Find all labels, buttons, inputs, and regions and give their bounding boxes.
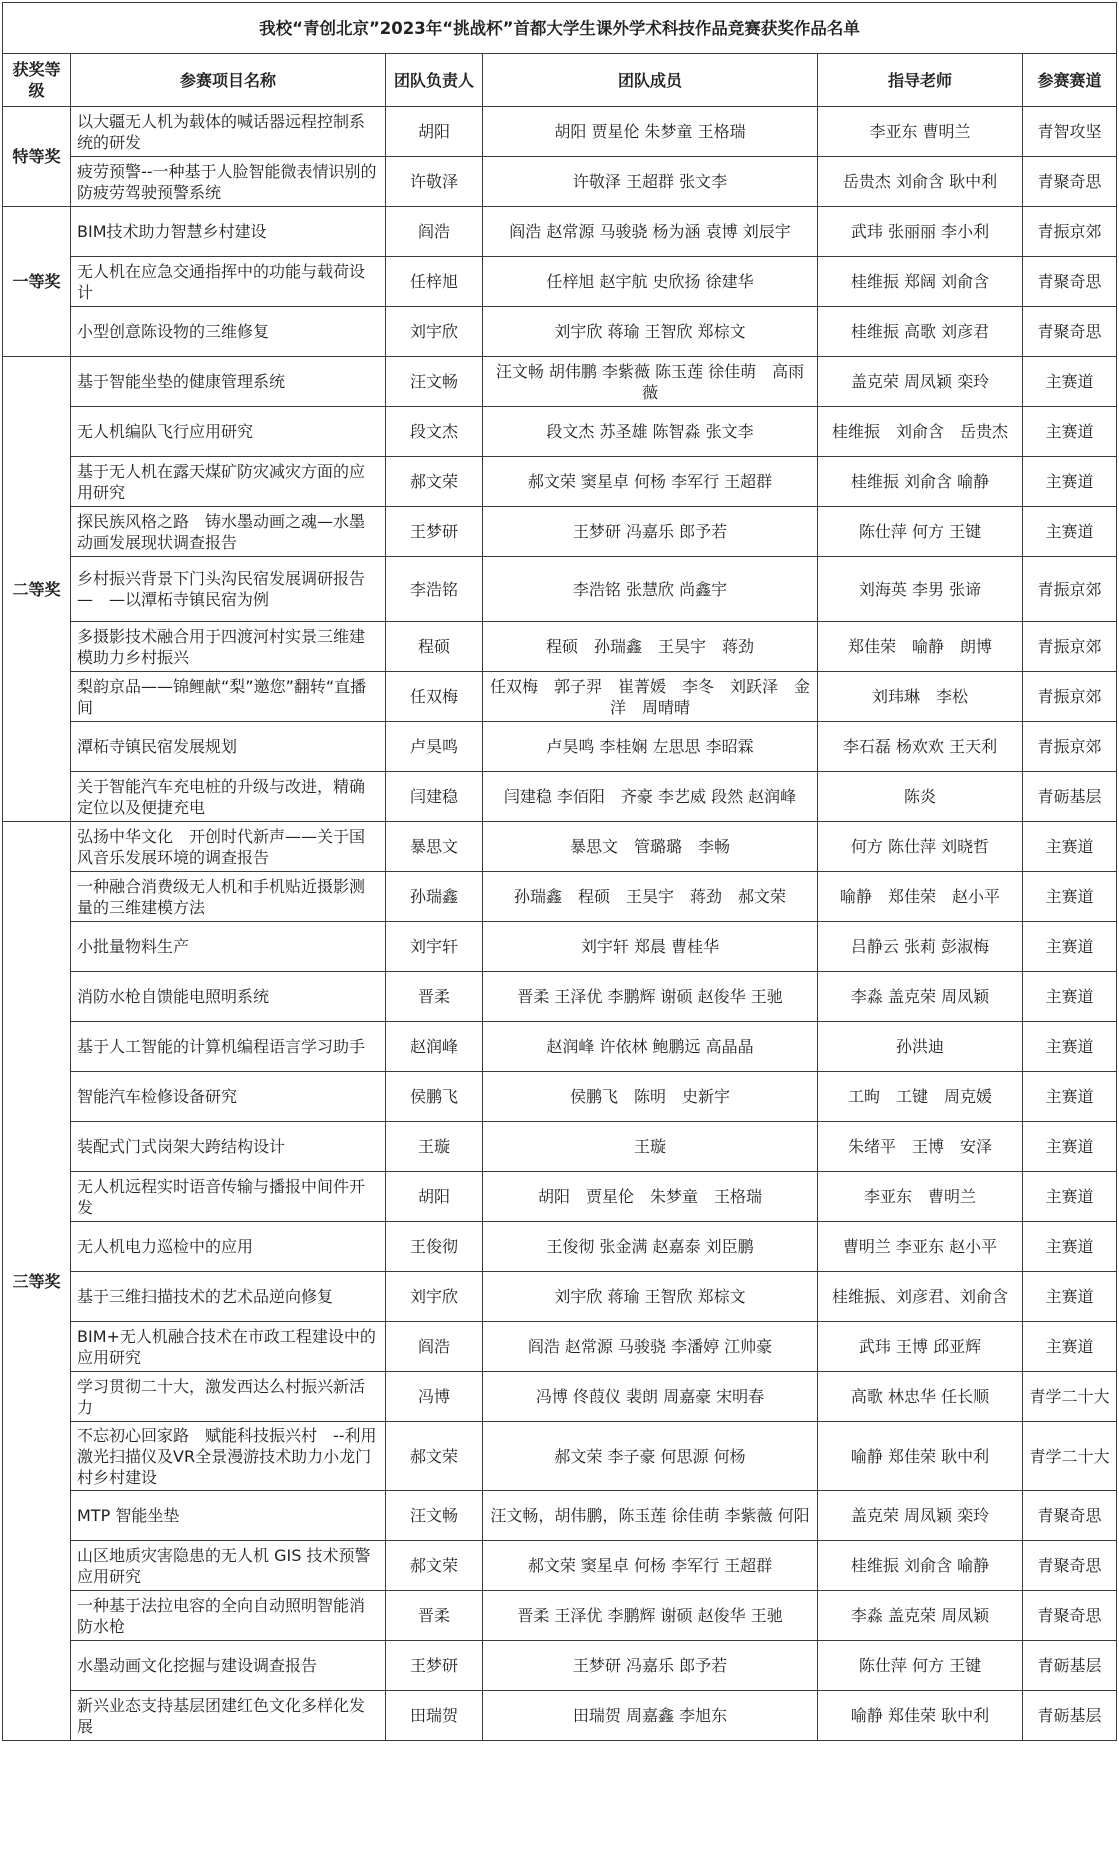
table-row [3, 972, 1117, 1022]
team-members-cell: 郝文荣 窦星卓 何杨 李军行 王超群 [483, 1541, 818, 1591]
track-cell: 青砺基层 [1023, 1641, 1117, 1691]
advisors-cell: 朱绪平 王博 安泽 [818, 1122, 1023, 1172]
project-name-cell: 新兴业态支持基层团建红色文化多样化发展 [71, 1691, 386, 1741]
advisors-cell: 喻静 郑佳荣 赵小平 [818, 872, 1023, 922]
team-members-cell: 王梦研 冯嘉乐 郎予若 [483, 1641, 818, 1691]
team-members-cell: 李浩铭 张慧欣 尚鑫宇 [483, 557, 818, 622]
advisors-cell: 李淼 盖克荣 周凤颖 [818, 1591, 1023, 1641]
table-row [3, 357, 1117, 407]
track-cell: 主赛道 [1023, 922, 1117, 972]
table-row [3, 1541, 1117, 1591]
table-row [3, 557, 1117, 622]
team-leader-cell: 段文杰 [386, 407, 483, 457]
team-members-cell: 冯博 佟葭仪 裴朗 周嘉豪 宋明春 [483, 1372, 818, 1422]
project-name-cell: 无人机电力巡检中的应用 [71, 1222, 386, 1272]
team-members-cell: 王梦研 冯嘉乐 郎予若 [483, 507, 818, 557]
project-name-cell: 弘扬中华文化 开创时代新声——关于国风音乐发展环境的调查报告 [71, 822, 386, 872]
team-members-cell: 王璇 [483, 1122, 818, 1172]
track-cell: 青振京郊 [1023, 672, 1117, 722]
team-members-cell: 郝文荣 窦星卓 何杨 李军行 王超群 [483, 457, 818, 507]
team-leader-cell: 任梓旭 [386, 257, 483, 307]
team-members-cell: 卢昊鸣 李桂娴 左思思 李昭霖 [483, 722, 818, 772]
track-cell: 青聚奇思 [1023, 257, 1117, 307]
project-name-cell: 学习贯彻二十大，激发西达么村振兴新活力 [71, 1372, 386, 1422]
table-row [3, 1072, 1117, 1122]
table-row [3, 207, 1117, 257]
team-members-cell: 晋柔 王泽优 李鹏辉 谢硕 赵俊华 王驰 [483, 1591, 818, 1641]
project-name-cell: 疲劳预警--一种基于人脸智能微表情识别的防疲劳驾驶预警系统 [71, 157, 386, 207]
track-cell: 主赛道 [1023, 872, 1117, 922]
team-leader-cell: 暴思文 [386, 822, 483, 872]
table-row [3, 822, 1117, 872]
track-cell: 青智攻坚 [1023, 107, 1117, 157]
track-cell: 青聚奇思 [1023, 1591, 1117, 1641]
team-members-cell: 刘宇轩 郑晨 曹桂华 [483, 922, 818, 972]
track-cell: 主赛道 [1023, 1172, 1117, 1222]
team-leader-cell: 胡阳 [386, 107, 483, 157]
team-members-cell: 任梓旭 赵宇航 史欣扬 徐建华 [483, 257, 818, 307]
project-name-cell: 无人机远程实时语音传输与播报中间件开发 [71, 1172, 386, 1222]
project-name-cell: BIM技术助力智慧乡村建设 [71, 207, 386, 257]
header-project-name: 参赛项目名称 [71, 54, 386, 107]
table-title: 我校“青创北京”2023年“挑战杯”首都大学生课外学术科技作品竞赛获奖作品名单 [3, 3, 1117, 54]
award-level-cell: 三等奖 [3, 822, 71, 1741]
project-name-cell: 智能汽车检修设备研究 [71, 1072, 386, 1122]
advisors-cell: 郑佳荣 喻静 朗博 [818, 622, 1023, 672]
team-members-cell: 汪文畅，胡伟鹏，陈玉莲 徐佳萌 李紫薇 何阳 [483, 1491, 818, 1541]
award-level-cell: 二等奖 [3, 357, 71, 822]
team-members-cell: 晋柔 王泽优 李鹏辉 谢硕 赵俊华 王驰 [483, 972, 818, 1022]
team-leader-cell: 许敬泽 [386, 157, 483, 207]
table-row [3, 1272, 1117, 1322]
team-leader-cell: 闫建稳 [386, 772, 483, 822]
project-name-cell: 基于人工智能的计算机编程语言学习助手 [71, 1022, 386, 1072]
team-members-cell: 刘宇欣 蒋瑜 王智欣 郑棕文 [483, 1272, 818, 1322]
project-name-cell: 多摄影技术融合用于四渡河村实景三维建模助力乡村振兴 [71, 622, 386, 672]
track-cell: 青聚奇思 [1023, 307, 1117, 357]
team-leader-cell: 田瑞贺 [386, 1691, 483, 1741]
project-name-cell: 小型创意陈设物的三维修复 [71, 307, 386, 357]
advisors-cell: 孙洪迪 [818, 1022, 1023, 1072]
team-members-cell: 田瑞贺 周嘉鑫 李旭东 [483, 1691, 818, 1741]
team-members-cell: 郝文荣 李子豪 何思源 何杨 [483, 1422, 818, 1491]
advisors-cell: 吕静云 张莉 彭淑梅 [818, 922, 1023, 972]
track-cell: 主赛道 [1023, 357, 1117, 407]
team-leader-cell: 晋柔 [386, 972, 483, 1022]
team-members-cell: 段文杰 苏圣雄 陈智淼 张文李 [483, 407, 818, 457]
table-row [3, 922, 1117, 972]
table-row [3, 1022, 1117, 1072]
track-cell: 主赛道 [1023, 457, 1117, 507]
team-members-cell: 任双梅 郭子羿 崔菁媛 李冬 刘跃泽 金洋 周晴晴 [483, 672, 818, 722]
header-award-level: 获奖等级 [3, 54, 71, 107]
advisors-cell: 岳贵杰 刘俞含 耿中利 [818, 157, 1023, 207]
project-name-cell: 消防水枪自馈能电照明系统 [71, 972, 386, 1022]
table-row [3, 722, 1117, 772]
team-members-cell: 孙瑞鑫 程硕 王昊宇 蒋劲 郝文荣 [483, 872, 818, 922]
track-cell: 青砺基层 [1023, 772, 1117, 822]
advisors-cell: 工昫 工键 周克媛 [818, 1072, 1023, 1122]
team-leader-cell: 王梦研 [386, 1641, 483, 1691]
project-name-cell: 不忘初心回家路 赋能科技振兴村 --利用激光扫描仪及VR全景漫游技术助力小龙门村乡村建设 [71, 1422, 386, 1491]
table-row [3, 1372, 1117, 1422]
team-leader-cell: 王俊彻 [386, 1222, 483, 1272]
track-cell: 青振京郊 [1023, 207, 1117, 257]
awards-table [2, 2, 1117, 1741]
advisors-cell: 陈仕萍 何方 王键 [818, 507, 1023, 557]
advisors-cell: 高歌 林忠华 任长顺 [818, 1372, 1023, 1422]
team-leader-cell: 阎浩 [386, 1322, 483, 1372]
team-members-cell: 阎浩 赵常源 马骏骁 杨为涵 袁博 刘辰宇 [483, 207, 818, 257]
project-name-cell: 潭柘寺镇民宿发展规划 [71, 722, 386, 772]
table-row [3, 507, 1117, 557]
header-advisors: 指导老师 [818, 54, 1023, 107]
track-cell: 青学二十大 [1023, 1422, 1117, 1491]
team-members-cell: 胡阳 贾星伦 朱梦童 王格瑞 [483, 107, 818, 157]
table-row [3, 672, 1117, 722]
track-cell: 青聚奇思 [1023, 1541, 1117, 1591]
advisors-cell: 桂维振 郑阔 刘俞含 [818, 257, 1023, 307]
table-row [3, 1172, 1117, 1222]
team-leader-cell: 刘宇轩 [386, 922, 483, 972]
table-row [3, 622, 1117, 672]
header-team-members: 团队成员 [483, 54, 818, 107]
advisors-cell: 盖克荣 周凤颖 栾玲 [818, 1491, 1023, 1541]
track-cell: 主赛道 [1023, 407, 1117, 457]
team-leader-cell: 王梦研 [386, 507, 483, 557]
team-members-cell: 闫建稳 李佰阳 齐豪 李艺威 段然 赵润峰 [483, 772, 818, 822]
track-cell: 青砺基层 [1023, 1691, 1117, 1741]
table-row [3, 1691, 1117, 1741]
track-cell: 青聚奇思 [1023, 157, 1117, 207]
project-name-cell: 关于智能汽车充电桩的升级与改进，精确定位以及便捷充电 [71, 772, 386, 822]
advisors-cell: 李亚东 曹明兰 [818, 107, 1023, 157]
track-cell: 青学二十大 [1023, 1372, 1117, 1422]
team-leader-cell: 阎浩 [386, 207, 483, 257]
team-leader-cell: 汪文畅 [386, 1491, 483, 1541]
team-members-cell: 暴思文 管璐璐 李畅 [483, 822, 818, 872]
table-row [3, 1122, 1117, 1172]
project-name-cell: 一种基于法拉电容的全向自动照明智能消防水枪 [71, 1591, 386, 1641]
track-cell: 主赛道 [1023, 1022, 1117, 1072]
team-members-cell: 王俊彻 张金满 赵嘉泰 刘臣鹏 [483, 1222, 818, 1272]
project-name-cell: 梨韵京品——锦鲤献“梨”邀您”翻转“直播间 [71, 672, 386, 722]
project-name-cell: 乡村振兴背景下门头沟民宿发展调研报告— —以潭柘寺镇民宿为例 [71, 557, 386, 622]
table-row [3, 1591, 1117, 1641]
team-leader-cell: 程硕 [386, 622, 483, 672]
team-leader-cell: 王璇 [386, 1122, 483, 1172]
track-cell: 青振京郊 [1023, 557, 1117, 622]
track-cell: 青聚奇思 [1023, 1491, 1117, 1541]
advisors-cell: 武玮 王博 邱亚辉 [818, 1322, 1023, 1372]
project-name-cell: 小批量物料生产 [71, 922, 386, 972]
project-name-cell: 水墨动画文化挖掘与建设调查报告 [71, 1641, 386, 1691]
project-name-cell: 山区地质灾害隐患的无人机 GIS 技术预警应用研究 [71, 1541, 386, 1591]
team-leader-cell: 刘宇欣 [386, 1272, 483, 1322]
team-leader-cell: 侯鹏飞 [386, 1072, 483, 1122]
table-row [3, 1491, 1117, 1541]
advisors-cell: 刘海英 李男 张谛 [818, 557, 1023, 622]
team-members-cell: 刘宇欣 蒋瑜 王智欣 郑棕文 [483, 307, 818, 357]
advisors-cell: 李淼 盖克荣 周凤颖 [818, 972, 1023, 1022]
advisors-cell: 李亚东 曹明兰 [818, 1172, 1023, 1222]
team-leader-cell: 卢昊鸣 [386, 722, 483, 772]
table-row [3, 872, 1117, 922]
track-cell: 主赛道 [1023, 1222, 1117, 1272]
award-level-cell: 一等奖 [3, 207, 71, 357]
track-cell: 主赛道 [1023, 1322, 1117, 1372]
track-cell: 主赛道 [1023, 1072, 1117, 1122]
team-members-cell: 赵润峰 许依林 鲍鹏远 高晶晶 [483, 1022, 818, 1072]
advisors-cell: 喻静 郑佳荣 耿中利 [818, 1691, 1023, 1741]
project-name-cell: 探民族风格之路 铸水墨动画之魂—水墨动画发展现状调查报告 [71, 507, 386, 557]
advisors-cell: 喻静 郑佳荣 耿中利 [818, 1422, 1023, 1491]
project-name-cell: 无人机编队飞行应用研究 [71, 407, 386, 457]
advisors-cell: 李石磊 杨欢欢 王天利 [818, 722, 1023, 772]
advisors-cell: 桂维振、刘彦君、刘俞含 [818, 1272, 1023, 1322]
table-body [3, 107, 1117, 1741]
table-row [3, 1422, 1117, 1491]
advisors-cell: 桂维振 刘俞含 岳贵杰 [818, 407, 1023, 457]
advisors-cell: 桂维振 刘俞含 喻静 [818, 1541, 1023, 1591]
advisors-cell: 刘玮琳 李松 [818, 672, 1023, 722]
team-leader-cell: 郝文荣 [386, 1422, 483, 1491]
team-leader-cell: 李浩铭 [386, 557, 483, 622]
advisors-cell: 陈炎 [818, 772, 1023, 822]
project-name-cell: BIM+无人机融合技术在市政工程建设中的应用研究 [71, 1322, 386, 1372]
project-name-cell: 基于智能坐垫的健康管理系统 [71, 357, 386, 407]
project-name-cell: 基于三维扫描技术的艺术品逆向修复 [71, 1272, 386, 1322]
header-team-leader: 团队负责人 [386, 54, 483, 107]
team-leader-cell: 晋柔 [386, 1591, 483, 1641]
table-row [3, 772, 1117, 822]
team-members-cell: 汪文畅 胡伟鹏 李紫薇 陈玉莲 徐佳萌 高雨薇 [483, 357, 818, 407]
team-leader-cell: 孙瑞鑫 [386, 872, 483, 922]
team-leader-cell: 冯博 [386, 1372, 483, 1422]
project-name-cell: 一种融合消费级无人机和手机贴近摄影测量的三维建模方法 [71, 872, 386, 922]
award-level-cell: 特等奖 [3, 107, 71, 207]
project-name-cell: 无人机在应急交通指挥中的功能与载荷设计 [71, 257, 386, 307]
project-name-cell: 装配式门式岗架大跨结构设计 [71, 1122, 386, 1172]
table-row [3, 1322, 1117, 1372]
table-row [3, 457, 1117, 507]
team-leader-cell: 任双梅 [386, 672, 483, 722]
table-row [3, 107, 1117, 157]
project-name-cell: 以大疆无人机为载体的喊话器远程控制系统的研发 [71, 107, 386, 157]
table-row [3, 157, 1117, 207]
team-leader-cell: 刘宇欣 [386, 307, 483, 357]
table-row [3, 257, 1117, 307]
track-cell: 青振京郊 [1023, 622, 1117, 672]
advisors-cell: 陈仕萍 何方 王键 [818, 1641, 1023, 1691]
advisors-cell: 桂维振 高歌 刘彦君 [818, 307, 1023, 357]
advisors-cell: 武玮 张丽丽 李小利 [818, 207, 1023, 257]
table-row [3, 1641, 1117, 1691]
team-leader-cell: 胡阳 [386, 1172, 483, 1222]
advisors-cell: 桂维振 刘俞含 喻静 [818, 457, 1023, 507]
team-members-cell: 阎浩 赵常源 马骏骁 李潘婷 江帅豪 [483, 1322, 818, 1372]
team-leader-cell: 赵润峰 [386, 1022, 483, 1072]
team-leader-cell: 汪文畅 [386, 357, 483, 407]
table-row [3, 1222, 1117, 1272]
team-members-cell: 侯鹏飞 陈明 史新宇 [483, 1072, 818, 1122]
track-cell: 主赛道 [1023, 507, 1117, 557]
track-cell: 主赛道 [1023, 1272, 1117, 1322]
track-cell: 主赛道 [1023, 972, 1117, 1022]
track-cell: 主赛道 [1023, 1122, 1117, 1172]
team-members-cell: 胡阳 贾星伦 朱梦童 王格瑞 [483, 1172, 818, 1222]
team-leader-cell: 郝文荣 [386, 457, 483, 507]
advisors-cell: 何方 陈仕萍 刘晓哲 [818, 822, 1023, 872]
team-members-cell: 程硕 孙瑞鑫 王昊宇 蒋劲 [483, 622, 818, 672]
track-cell: 主赛道 [1023, 822, 1117, 872]
project-name-cell: MTP 智能坐垫 [71, 1491, 386, 1541]
team-leader-cell: 郝文荣 [386, 1541, 483, 1591]
table-row [3, 407, 1117, 457]
advisors-cell: 曹明兰 李亚东 赵小平 [818, 1222, 1023, 1272]
header-track: 参赛赛道 [1023, 54, 1117, 107]
track-cell: 青振京郊 [1023, 722, 1117, 772]
project-name-cell: 基于无人机在露天煤矿防灾减灾方面的应用研究 [71, 457, 386, 507]
advisors-cell: 盖克荣 周凤颖 栾玲 [818, 357, 1023, 407]
team-members-cell: 许敬泽 王超群 张文李 [483, 157, 818, 207]
table-row [3, 307, 1117, 357]
